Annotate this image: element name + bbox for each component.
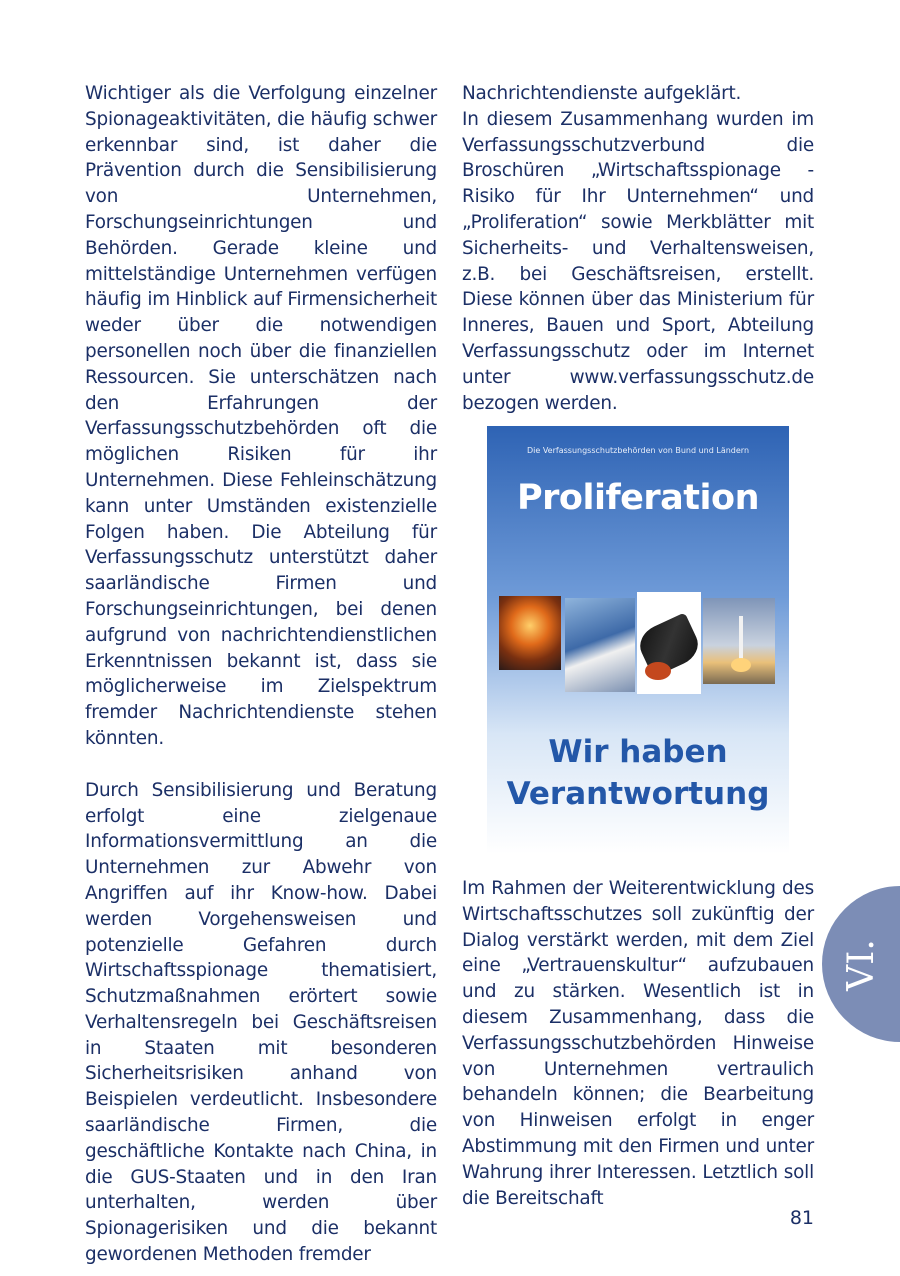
right-column-top [462,81,814,416]
rocket-launch-photo [703,598,775,684]
right-paragraph-2: In diesem Zusammenhang wurden im Verfassungsschutzverbund die Broschüren „Wirtschaftsspionage - Risiko für Ihr Unternehmen“ und „Proliferation“ sowie Merkblätter mit Sicherheits- und Verhaltensweisen, z.B. bei Geschäftsreisen, erstellt. Diese können über das Ministerium für Inneres, Bauen und Sport, Abteilung Verfassungsschutz oder im Internet unter www.verfassungsschutz.de bezogen werden. [462,108,814,414]
right-paragraph-1: Nachrichtendienste aufgeklärt. [462,83,742,104]
handshake-photo [637,592,701,694]
brochure-organization: Die Verfassungsschutzbehörden von Bund und Ländern [526,446,750,455]
brochure-subtitle-line-1: Wir haben [548,734,728,770]
right-column-bottom [462,876,814,1211]
brochure-subtitle-line-2: Verantwortung [506,776,770,812]
chapter-label: VI. [841,939,882,991]
left-paragraph-2: Durch Sensibilisierung und Beratung erfolgt eine zielgenaue Informationsvermittlung an die Unternehmen zur Abwehr von Angriffen auf ihr Know-how. Dabei werden Vorgehensweisen und potenzielle Gefahren durch Wirtschaftsspionage thematisiert, Schutzmaßnahmen erörtert sowie Verhaltensregeln bei Geschäftsreisen in Staaten mit besonderen Sicherheitsrisiken anhand von Beispielen verdeutlicht. Insbesondere saarländische Firmen, die geschäftliche Kontakte nach China, in die GUS-Staaten und in den Iran unterhalten, werden über Spionagerisiken und die bekannt gewordenen Methoden fremder [85,779,437,1266]
right-paragraph-3: Im Rahmen der Weiterentwicklung des Wirtschaftsschutzes soll zukünftig der Dialog verstärkt werden, mit dem Ziel eine „Vertrauenskultur“ aufzubauen und zu stärken. Wesentlich ist in diesem Zusammenhang, dass die Verfassungsschutzbehörden Hinweise von Unternehmen vertraulich behandeln können; die Bearbeitung von Hinweisen erfolgt in enger Abstimmung mit den Firmen und unter Wahrung ihrer Interessen. Letztlich soll die Bereitschaft [462,878,814,1209]
lab-worker-photo [565,598,635,692]
brochure-title: Proliferation [517,478,759,518]
brochure-cover-image [487,426,789,854]
left-column [85,81,437,1268]
left-paragraph-1: Wichtiger als die Verfolgung einzelner Spionageaktivitäten, die häufig schwer erkennbar sind, ist daher die Prävention durch die Sensibilisierung von Unternehmen, Forschungseinrichtungen und Behörden. Gerade kleine und mittelständige Unternehmen verfügen häufig im Hinblick auf Firmensicherheit weder über die notwendigen personellen noch über die finanziellen Ressourcen. Sie unterschätzen nach den Erfahrungen der Verfassungsschutzbehörden oft die möglichen Risiken für ihr Unternehmen. Diese Fehleinschätzung kann unter Umständen existenzielle Folgen haben. Die Abteilung für Verfassungsschutz unterstützt daher saarländische Firmen und Forschungseinrichtungen, bei denen aufgrund von nachrichtendienstlichen Erkenntnissen bekannt ist, dass sie möglicherweise im Zielspektrum fremder Nachrichtendienste stehen könnten. [85,83,437,749]
page-number: 81 [789,1207,814,1229]
explosion-photo [499,596,561,670]
